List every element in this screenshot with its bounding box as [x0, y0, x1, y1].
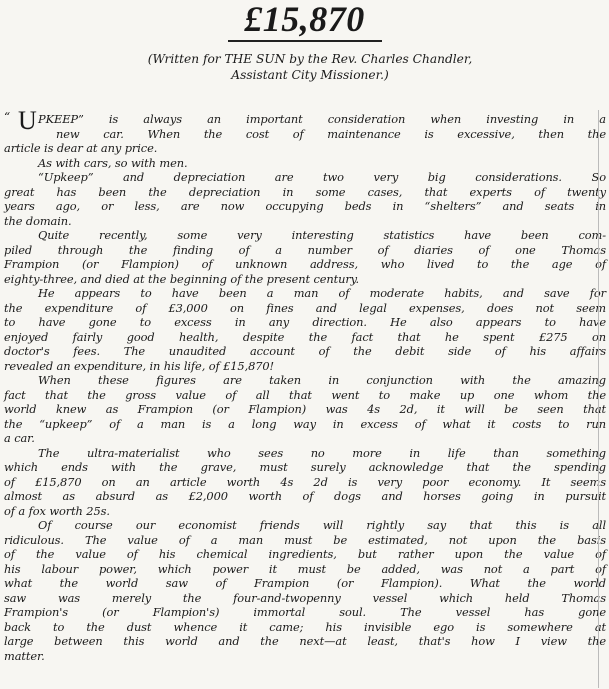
article-line: Frampion (or Flampion) of unknown address, who lived to the age of — [4, 257, 606, 271]
article-body — [4, 106, 606, 663]
article-line: the domain. — [4, 213, 72, 228]
article-paragraph — [4, 286, 606, 373]
article-line: world knew as Frampion (or Flampion) was 4s 2d, it will be seen that — [4, 402, 606, 416]
article-paragraph — [4, 170, 606, 228]
article-line: “Upkeep” and depreciation are two very big considerations. So — [38, 170, 606, 184]
article-line: enjoyed fairly good health, despite the fact that he spent £275 on — [4, 329, 606, 344]
column-edge — [598, 110, 607, 688]
byline-line-2: Assistant City Missioner.) — [231, 68, 389, 82]
headline-underline — [228, 40, 382, 42]
article-line: a car. — [4, 431, 35, 445]
article-line: the expenditure of £3,000 on fines and legal expenses, does not seem — [4, 300, 606, 315]
dropcap-open-quote: “ — [4, 110, 11, 124]
article-line: of the value of his chemical ingredients, but rather upon the value of — [4, 547, 606, 561]
article-line: ridiculous. The value of a man must be estimated, not upon the basis — [4, 532, 606, 547]
byline — [40, 51, 580, 83]
article-line: When these figures are taken in conjunction with the amazing — [38, 373, 606, 387]
article-paragraph — [4, 446, 606, 519]
article-line: revealed an expenditure, in his life, of £15,870! — [4, 358, 275, 373]
article-line: fact that the gross value of all that went to make up one whom the — [4, 387, 606, 402]
article-paragraph — [4, 518, 606, 663]
article-line: saw was merely the four-and-twopenny vessel which held Thomas — [4, 590, 606, 605]
article-line: eighty-three, and died at the beginning of the present century. — [4, 271, 360, 286]
article-line: the “upkeep” of a man is a long way in excess of what it costs to run — [4, 416, 606, 431]
article-line: article is dear at any price. — [4, 141, 158, 155]
article-line: back to the dust whence it came; his invisible ego is somewhere at — [4, 619, 606, 634]
article-paragraph — [4, 156, 606, 171]
article-line: Of course our economist friends will rightly say that this is all — [38, 518, 606, 532]
article-line: his labour power, which power it must be added, was not a part of — [4, 561, 606, 576]
article-line: of a fox worth 25s. — [4, 503, 110, 518]
article-paragraph — [4, 228, 606, 286]
article-line: what the world saw of Frampion (or Flampion). What the world — [4, 576, 606, 590]
article-line: As with cars, so with men. — [38, 155, 188, 170]
article-line: of £15,870 on an article worth 4s 2d is very poor economy. It seems — [4, 474, 606, 489]
article-line: doctor's fees. The unaudited account of the debit side of his affairs — [4, 344, 606, 358]
article-line: Frampion's (or Flampion's) immortal soul. The vessel has gone — [4, 605, 606, 619]
byline-line-1: (Written for THE SUN by the Rev. Charles Chandler, — [147, 52, 473, 66]
article-paragraph — [4, 106, 606, 156]
dropcap-letter: U — [18, 106, 37, 135]
article-line: Quite recently, some very interesting statistics have been com- — [38, 228, 606, 242]
article-line: The ultra-materialist who sees no more in life than something — [38, 445, 606, 460]
article-line: great has been the depreciation in some cases, that experts of twenty — [4, 184, 606, 199]
article-paragraph — [4, 373, 606, 446]
article-line: PKEEP” is always an important consideration when investing in a — [38, 112, 606, 126]
article-line: almost as absurd as £2,000 worth of dogs and horses going in pursuit — [4, 489, 606, 503]
article-line: matter. — [4, 648, 45, 663]
article-line: piled through the finding of a number of diaries of one Thomas — [4, 242, 606, 257]
article-line: He appears to have been a man of moderate habits, and save for — [38, 286, 606, 300]
article-line: large between this world and the next—at least, that's how I view the — [4, 634, 606, 648]
article-line: which ends with the grave, must surely acknowledge that the spending — [4, 460, 606, 474]
article-line: to have gone to excess in any direction. He also appears to have — [4, 315, 606, 329]
article-line: new car. When the cost of maintenance is excessive, then the — [56, 126, 606, 141]
article-line: years ago, or less, are now occupying beds in “shelters” and seats in — [4, 199, 606, 213]
headline: £15,870 — [244, 0, 365, 39]
